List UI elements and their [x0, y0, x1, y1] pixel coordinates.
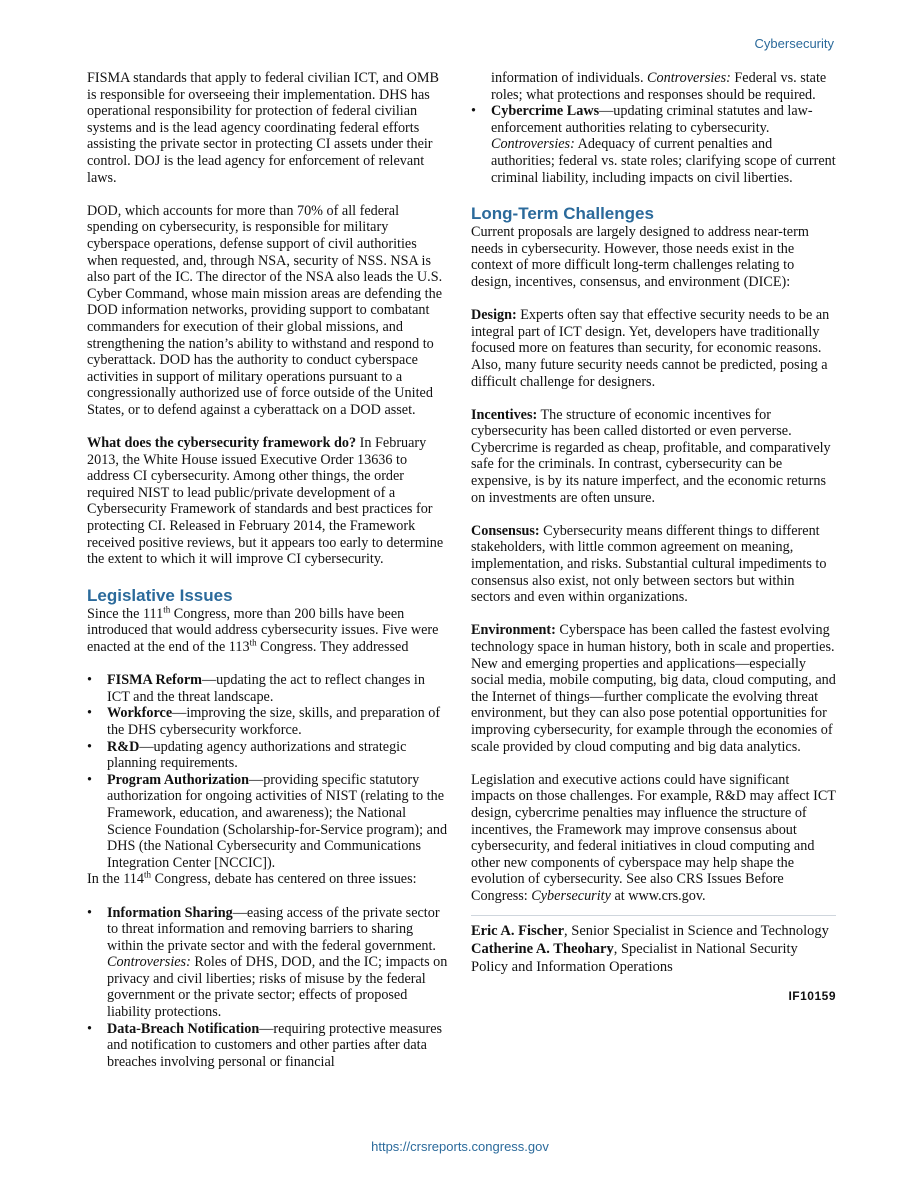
- list-item: • R&D—updating agency authorizations and strategic planning requirements.: [87, 738, 407, 772]
- list-item: • Information Sharing—easing access of the private sector to threat information and removing barriers to sharing within the private sector and with the federal government. Controversies: Roles of DHS, DOD, and the IC; impacts on privacy and civil liberties; risks of misuse by the federal government or the private sector; effects of proposed liability protections.: [87, 904, 448, 1021]
- paragraph-consensus: Consensus: Cybersecurity means different things to different stakeholders, with little common agreement on meaning, implementation, and risks. Substantial cultural impediments to consensus also exist, not only between sectors but within sectors and even within organizations.: [471, 522, 827, 606]
- paragraph-design: Design: Experts often say that effective security needs to be an integral part of ICT design. Yet, developers have traditionally focused more on features than security, for economic reasons. Also, many future security needs cannot be predicted, posing a difficult challenge for designers.: [471, 307, 830, 390]
- footer-url-link[interactable]: https://crsreports.congress.gov: [371, 1139, 549, 1154]
- heading-legislative-issues: Legislative Issues: [87, 585, 233, 605]
- paragraph-fisma: FISMA standards that apply to federal civilian ICT, and OMB is responsible for overseeing their implementation. DHS has operational responsibility for protection of federal civilian systems and is the lead agency coordinating federal efforts assisting the private sector in protecting CI assets under their control. DOJ is the lead agency for enforcement of relevant laws.: [87, 70, 439, 186]
- bullet-icon: •: [87, 738, 92, 755]
- bullet-icon: •: [87, 904, 92, 921]
- bullet-icon: •: [87, 771, 92, 788]
- bullet-icon: •: [87, 1020, 92, 1037]
- issues-list: [87, 905, 449, 1071]
- paragraph-incentives: Incentives: The structure of economic incentives for cybersecurity has been called distorted or even perverse. Cybercrime is regarded as cheap, profitable, and comparatively safe for the criminals. In contrast, cybersecurity can be expensive, is by its nature imperfect, and the economic returns on investments are often unsure.: [471, 406, 831, 506]
- paragraph-legislative-intro: Since the 111th Congress, more than 200 bills have been introduced that would address cybersecurity issues. Five were enacted at the end of the 113th Congress. They addressed: [87, 604, 439, 655]
- list-item: • Program Authorization—providing specific statutory authorization for ongoing activities of NIST (relating to the Framework, education, and awareness); the National Science Foundation (Scholarship-for-Service program); and DHS (the National Cybersecurity and Communications Integration Center [NCCIC]).: [87, 771, 448, 871]
- author-divider: [471, 915, 836, 916]
- paragraph-114th: In the 114th Congress, debate has centered on three issues:: [87, 869, 417, 888]
- paragraph-longterm-intro: Current proposals are largely designed to address near-term needs in cybersecurity. However, those needs exist in the context of more difficult long-term challenges relating to design, incentives, consensus, and environment (DICE):: [471, 224, 809, 290]
- document-id: IF10159: [788, 988, 836, 1003]
- paragraph-closing: Legislation and executive actions could have significant impacts on those challenges. For example, R&D may affect ICT design, cybercrime penalties may influence the structure of incentives, the Framework may improve consensus about cybersecurity, and federal initiatives in cloud computing and other new components of cyberspace may help shape the evolution of cybersecurity. See also CRS Issues Before Congress: Cybersecurity at www.crs.gov.: [471, 771, 836, 904]
- list-item: • FISMA Reform—updating the act to reflect changes in ICT and the threat landscape.: [87, 672, 425, 705]
- enacted-list: [87, 672, 449, 871]
- framework-text: In February 2013, the White House issued Executive Order 13636 to address CI cybersecurity. Among other things, the order required NIST to lead public/private development of a Cybersecurity Framework of standards and best practices for protecting CI. Released in February 2014, the Framework received positive reviews, but it appears too early to determine the extent to which it will improve CI cybersecurity.: [87, 435, 444, 568]
- issues-list-continued: [471, 70, 836, 186]
- left-column: [87, 70, 449, 1070]
- author-fischer: Eric A. Fischer, Senior Specialist in Science and Technology: [471, 922, 829, 939]
- author-theohary: Catherine A. Theohary, Specialist in National Security Policy and Information Operations: [471, 940, 798, 975]
- paragraph-environment: Environment: Cyberspace has been called the fastest evolving technology space in human history, both in scale and properties. New and emerging properties and applications—especially social media, mobile computing, big data, cloud computing, and the Internet of things—further complicate the evolving threat environment, but they can also pose potential opportunities for improving cybersecurity, for example through the economies of scale provided by cloud computing and big data analytics.: [471, 622, 836, 755]
- framework-lead: What does the cybersecurity framework do?: [87, 435, 357, 452]
- list-item: • Cybercrime Laws—updating criminal statutes and law-enforcement authorities relating to cybersecurity. Controversies: Adequacy of current penalties and authorities; federal vs. state roles; clarifying scope of current criminal liability, including impacts on civil liberties.: [471, 103, 836, 186]
- paragraph-framework: [87, 435, 449, 568]
- bullet-icon: •: [87, 705, 92, 722]
- bullet-icon: •: [87, 672, 92, 689]
- heading-long-term-challenges: Long-Term Challenges: [471, 204, 654, 224]
- paragraph-dod: DOD, which accounts for more than 70% of all federal spending on cybersecurity, is responsible for military cyberspace operations, defense support of civil authorities when requested, and, through NSA, security of NSS. NSA is also part of the IC. The director of the NSA also leads the U.S. Cyber Command, whose main mission areas are defending the DOD information networks, providing support to combatant commanders for execution of their global missions, and strengthening the nation’s ability to withstand and respond to cyberattack. DOD has the authority to conduct cyberspace activities in support of military operations pursuant to a congressionally authorized use of force outside of the United States, or to defend against a cyberattack on a DOD asset.: [87, 202, 443, 418]
- list-item: • Workforce—improving the size, skills, and preparation of the DHS cybersecurity workforce.: [87, 705, 441, 738]
- section-header: Cybersecurity: [754, 36, 834, 51]
- right-column: [471, 70, 836, 1004]
- list-item-continued: information of individuals. Controversies: Federal vs. state roles; what protections and responses should be required.: [491, 70, 827, 103]
- bullet-icon: •: [471, 103, 476, 120]
- list-item: • Data-Breach Notification—requiring protective measures and notification to customers and other parties after data breaches involving personal or financial: [87, 1020, 443, 1070]
